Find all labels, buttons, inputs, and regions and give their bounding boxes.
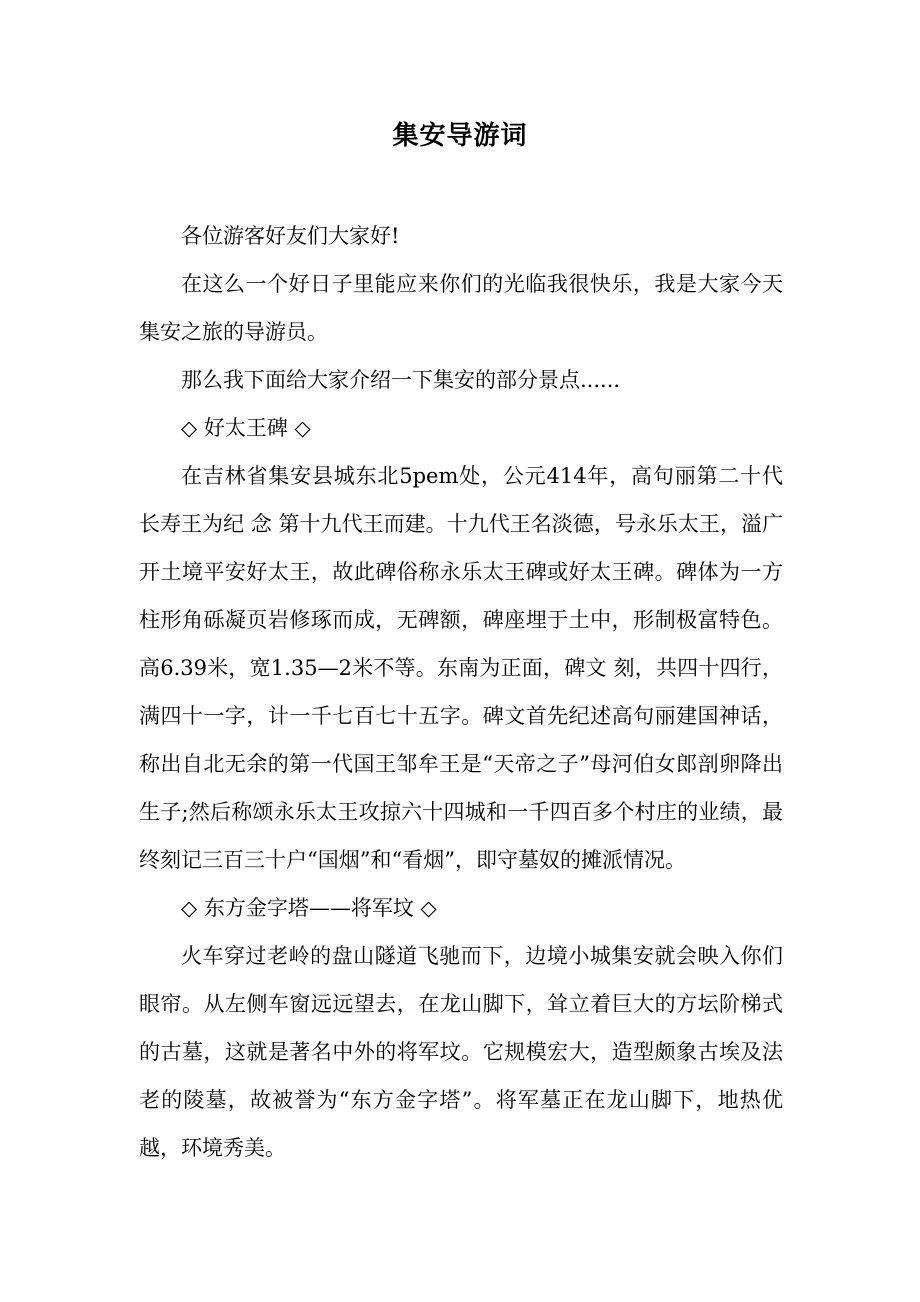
section-heading-general-tomb: ◇ 东方金字塔——将军坟 ◇ (181, 896, 437, 920)
greeting-paragraph: 各位游客好友们大家好! (181, 224, 400, 248)
transition-paragraph: 那么我下面给大家介绍一下集安的部分景点...... (181, 368, 621, 392)
document-title: 集安导游词 (392, 121, 528, 151)
section-heading-haotaiwang-stele: ◇ 好太王碑 ◇ (181, 416, 311, 440)
intro-paragraph: 在这么一个好日子里能应来你们的光临我很快乐，我是大家今天集安之旅的导游员。 (139, 272, 783, 344)
document-body (139, 212, 783, 1172)
haotaiwang-stele-paragraph: 在吉林省集安县城东北5pem处，公元414年，高句丽第二十代长寿王为纪 念 第十九代王而建。十九代王名淡德，号永乐太王，溢广开土境平安好太王，故此碑俗称永乐太王碑或好太王碑。碑体为一方柱形角砾凝页岩修琢而成，无碑额，碑座埋于土中，形制极富特色。高6.39米，宽1.35—2米不等。东南为正面，碑文 刻，共四十四行，满四十一字，计一千七百七十五字。碑文首先纪述高句丽建国神话，称出自北无余的第一代国王邹牟王是“天帝之子”母河伯女郎剖卵降出生子;然后称颂永乐太王攻掠六十四城和一千四百多个村庄的业绩，最终刻记三百三十户“国烟”和“看烟”，即守墓奴的摊派情况。 (139, 464, 783, 872)
general-tomb-paragraph: 火车穿过老岭的盘山隧道飞驰而下，边境小城集安就会映入你们眼帘。从左侧车窗远远望去，在龙山脚下，耸立着巨大的方坛阶梯式的古墓，这就是著名中外的将军坟。它规模宏大，造型颇象古埃及法老的陵墓，故被誉为“东方金字塔”。将军墓正在龙山脚下，地热优越，环境秀美。 (139, 944, 783, 1160)
